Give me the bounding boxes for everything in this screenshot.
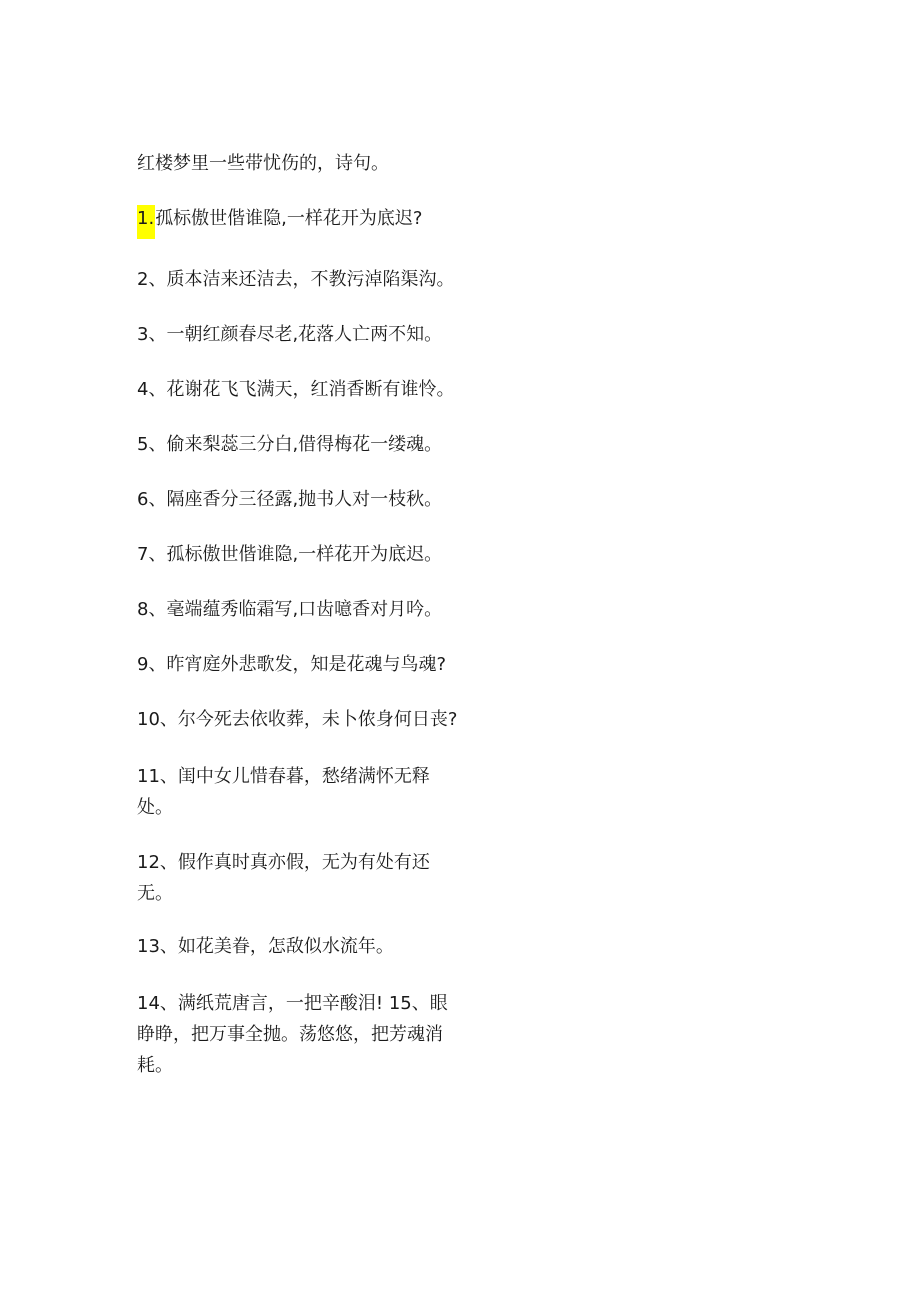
poem-item-2: 2、质本洁来还洁去，不教污淖陷渠沟。 [137,269,455,290]
poem-item-10: 10、尔今死去依收葬，未卜侬身何日丧? [137,709,458,730]
poem-item-6: 6、隔座香分三径露,抛书人对一枝秋。 [137,489,443,510]
poem-item-5: 5、偷来梨蕊三分白,借得梅花一缕魂。 [137,434,443,455]
document-body [137,150,467,1105]
poem-item-1 [137,205,467,239]
poem-item-11: 11、闺中女儿惜春暮，愁绪满怀无释处。 [137,766,430,818]
poem-item-14: 14、满纸荒唐言，一把辛酸泪! 15、眼睁睁，把万事全抛。荡悠悠，把芳魂消耗。 [137,993,448,1076]
poem-item-text: 孤标傲世偕谁隐,一样花开为底迟? [155,208,423,229]
document-title: 红楼梦里一些带忧伤的，诗句。 [137,153,389,174]
poem-item-8: 8、毫端蕴秀临霜写,口齿噫香对月吟。 [137,599,443,620]
highlighted-number: 1. [137,205,155,239]
poem-item-9: 9、昨宵庭外悲歌发，知是花魂与鸟魂? [137,654,447,675]
poem-item-12: 12、假作真时真亦假，无为有处有还无。 [137,852,430,904]
poem-item-7: 7、孤标傲世偕谁隐,一样花开为底迟。 [137,544,443,565]
poem-item-3: 3、一朝红颜春尽老,花落人亡两不知。 [137,324,443,345]
poem-item-4: 4、花谢花飞飞满天，红消香断有谁怜。 [137,379,455,400]
poem-item-13: 13、如花美眷，怎敌似水流年。 [137,936,394,957]
